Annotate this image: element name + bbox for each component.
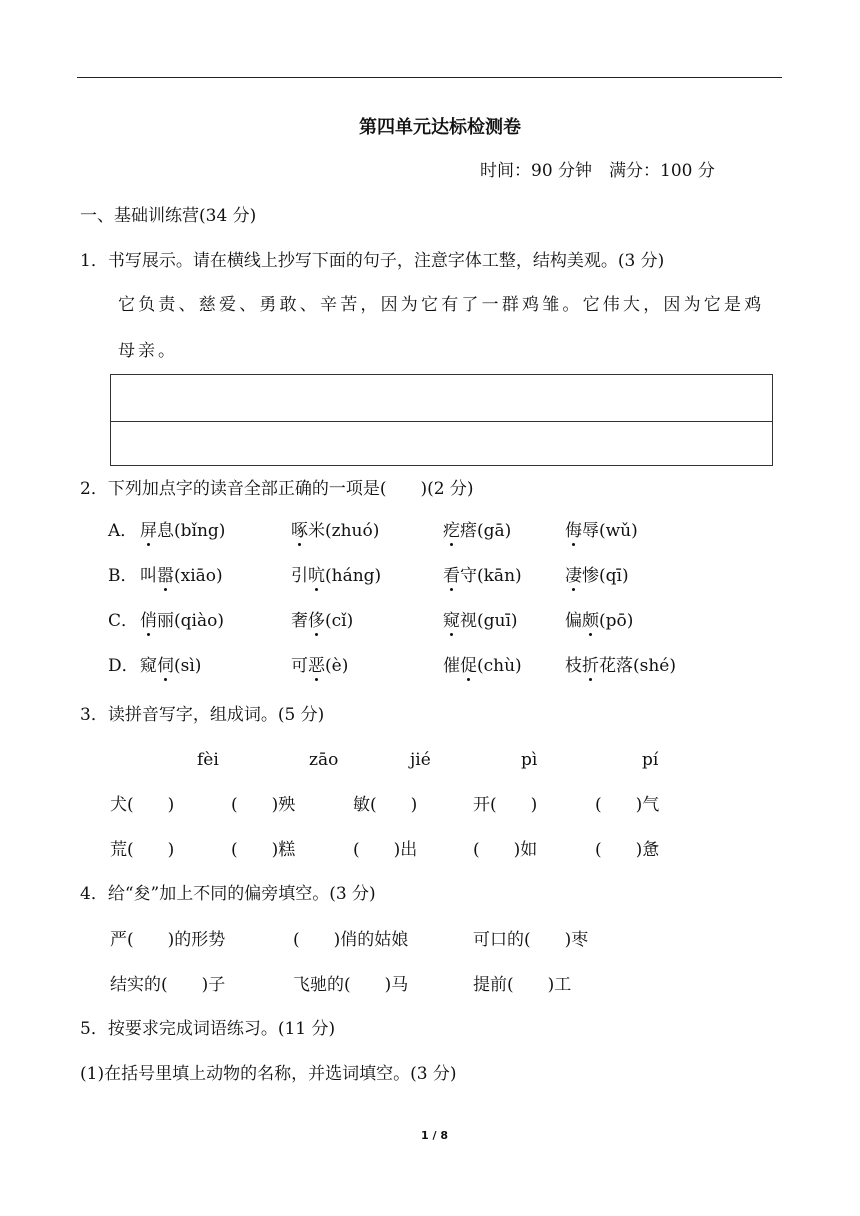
- item-suffix: 视(guī): [460, 611, 518, 631]
- item-suffix: (sì): [174, 656, 202, 676]
- dotted-character: 窥: [443, 611, 460, 631]
- q2-option-item: [565, 568, 629, 585]
- q4-blank[interactable]: 严( )的形势: [110, 930, 226, 950]
- q1-passage-line1: 它负责、慈爱、勇敢、辛苦，因为它有了一群鸡雏。它伟大，因为它是鸡: [118, 295, 765, 315]
- dotted-character: 啄: [291, 521, 308, 541]
- q3-pinyin: pí: [642, 750, 659, 770]
- item-suffix: (è): [325, 656, 349, 676]
- writing-box[interactable]: [110, 374, 773, 466]
- q2-prompt: 2．下列加点字的读音全部正确的一项是( )(2 分): [80, 479, 474, 499]
- q2-option-item: [565, 523, 638, 540]
- item-suffix: 花落(shé): [599, 656, 676, 676]
- dotted-character: 疙: [443, 521, 460, 541]
- q1-passage-line2: 母亲。: [118, 341, 178, 361]
- q3-pinyin: jié: [410, 750, 431, 770]
- q3-blank[interactable]: 犬( ): [110, 795, 175, 815]
- q2-option-item: [140, 568, 223, 585]
- q4-prompt: 4．给“夋”加上不同的偏旁填空。(3 分): [80, 884, 376, 904]
- q2-option-item: [291, 568, 381, 585]
- item-prefix: 窥: [140, 656, 157, 676]
- item-suffix: (háng): [325, 566, 382, 586]
- q3-blank[interactable]: ( )殃: [231, 795, 296, 815]
- dotted-character: 折: [582, 656, 599, 676]
- dotted-character: 嚣: [157, 566, 174, 586]
- dotted-character: 伺: [157, 656, 174, 676]
- q2-option-label[interactable]: C．: [108, 611, 139, 631]
- q4-blank[interactable]: 可口的( )枣: [473, 930, 589, 950]
- q2-option-item: [291, 523, 379, 540]
- dotted-character: 凄: [565, 566, 582, 586]
- q3-blank[interactable]: ( )出: [353, 840, 418, 860]
- dotted-character: 俏: [140, 611, 157, 631]
- q3-pinyin: pì: [521, 750, 538, 770]
- q3-blank[interactable]: ( )如: [473, 840, 538, 860]
- q5-prompt: 5．按要求完成词语练习。(11 分): [80, 1019, 336, 1039]
- dotted-character: 吭: [308, 566, 325, 586]
- time-info: 时间：90 分钟 满分：100 分: [480, 161, 715, 181]
- q2-option-item: [140, 523, 225, 540]
- q4-blank[interactable]: 飞驰的( )马: [293, 975, 409, 995]
- item-prefix: 引: [291, 566, 308, 586]
- item-suffix: 守(kān): [460, 566, 522, 586]
- q2-option-item: [443, 523, 511, 540]
- q2-option-item: [443, 613, 518, 630]
- dotted-character: 颇: [582, 611, 599, 631]
- q2-option-item: [291, 613, 353, 630]
- q2-option-item: [443, 568, 522, 585]
- q2-option-label[interactable]: B．: [108, 566, 138, 586]
- q4-blank[interactable]: 结实的( )子: [110, 975, 226, 995]
- q3-blank[interactable]: ( )糕: [231, 840, 296, 860]
- item-prefix: 奢: [291, 611, 308, 631]
- item-prefix: 偏: [565, 611, 582, 631]
- q2-option-item: [565, 658, 676, 675]
- q3-prompt: 3．读拼音写字，组成词。(5 分): [80, 705, 325, 725]
- item-suffix: (pō): [599, 611, 634, 631]
- item-suffix: 息(bǐng): [157, 521, 226, 541]
- q4-blank[interactable]: ( )俏的姑娘: [293, 930, 409, 950]
- item-suffix: 辱(wǔ): [582, 521, 638, 541]
- q2-option-label[interactable]: D．: [108, 656, 139, 676]
- q4-blank[interactable]: 提前( )工: [473, 975, 572, 995]
- item-suffix: (cǐ): [325, 611, 354, 631]
- item-suffix: (chù): [477, 656, 522, 676]
- item-suffix: 米(zhuó): [308, 521, 380, 541]
- page-number: 1 / 8: [421, 1129, 448, 1142]
- item-prefix: 可: [291, 656, 308, 676]
- dotted-character: 恶: [308, 656, 325, 676]
- q1-prompt: 1．书写展示。请在横线上抄写下面的句子，注意字体工整，结构美观。(3 分): [80, 251, 665, 271]
- item-prefix: 枝: [565, 656, 582, 676]
- q3-blank[interactable]: 敏( ): [353, 795, 418, 815]
- q5-sub1: (1)在括号里填上动物的名称，并选词填空。(3 分): [80, 1064, 457, 1084]
- item-suffix: 瘩(gā): [460, 521, 512, 541]
- q2-option-item: [565, 613, 633, 630]
- dotted-character: 促: [460, 656, 477, 676]
- q3-blank[interactable]: ( )惫: [595, 840, 660, 860]
- q3-pinyin: zāo: [309, 750, 339, 770]
- dotted-character: 屏: [140, 521, 157, 541]
- item-suffix: (xiāo): [174, 566, 223, 586]
- page-title: 第四单元达标检测卷: [359, 117, 521, 138]
- dotted-character: 侈: [308, 611, 325, 631]
- q2-option-item: [443, 658, 522, 675]
- q2-option-item: [291, 658, 348, 675]
- q2-option-item: [140, 613, 224, 630]
- dotted-character: 看: [443, 566, 460, 586]
- item-prefix: 催: [443, 656, 460, 676]
- q3-blank[interactable]: 开( ): [473, 795, 538, 815]
- item-suffix: 惨(qī): [582, 566, 629, 586]
- section-heading: 一、基础训练营(34 分): [80, 206, 257, 226]
- item-prefix: 叫: [140, 566, 157, 586]
- q3-blank[interactable]: ( )气: [595, 795, 660, 815]
- q2-option-label[interactable]: A．: [108, 521, 138, 541]
- writing-box-divider: [111, 421, 772, 422]
- q2-option-item: [140, 658, 201, 675]
- header-rule: [77, 77, 782, 78]
- q3-pinyin: fèi: [197, 750, 219, 770]
- q3-blank[interactable]: 荒( ): [110, 840, 175, 860]
- dotted-character: 侮: [565, 521, 582, 541]
- item-suffix: 丽(qiào): [157, 611, 224, 631]
